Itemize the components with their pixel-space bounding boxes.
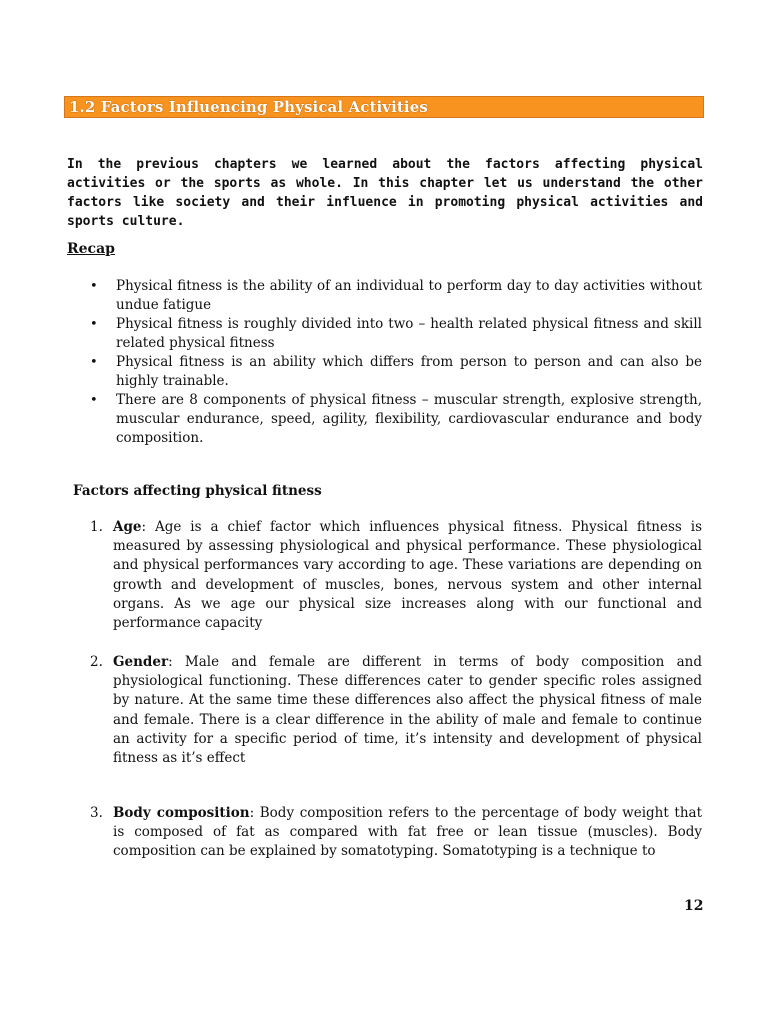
bullet-icon: • <box>90 355 98 370</box>
recap-item: • Physical fitness is roughly divided into two – health related physical fitness and skill related physical fitness <box>90 316 702 351</box>
recap-item: • Physical fitness is an ability which differs from person to person and can also be highly trainable. <box>90 354 702 389</box>
factor-age <box>90 518 702 633</box>
factor-term: Gender <box>113 654 169 670</box>
factor-term: Body composition <box>113 805 250 821</box>
factor-number: 1. <box>90 519 103 535</box>
factor-gender <box>90 653 702 768</box>
page-number: 12 <box>684 898 704 914</box>
recap-list <box>90 277 702 448</box>
recap-title: Recap <box>67 241 115 257</box>
factor-number: 2. <box>90 654 103 670</box>
factor-number: 3. <box>90 805 103 821</box>
factor-body-composition <box>90 804 702 862</box>
bullet-icon: • <box>90 393 98 408</box>
section-heading-bar <box>64 96 704 118</box>
factor-text: : Male and female are different in terms of body composition and physiological functioning. These differences cater to gender specific roles assigned by nature. At the same time these differences also affect the physical fitness of male and female. There is a clear difference in the ability of male and female to continue an activity for a specific period of time, it’s intensity and development of physical fitness as it’s effect <box>113 654 702 767</box>
factors-title: Factors affecting physical fitness <box>73 483 322 499</box>
section-heading: 1.2 Factors Influencing Physical Activities <box>69 98 428 116</box>
bullet-icon: • <box>90 279 98 294</box>
bullet-icon: • <box>90 317 98 332</box>
recap-item: • Physical fitness is the ability of an individual to perform day to day activities without undue fatigue <box>90 278 702 313</box>
recap-item: • There are 8 components of physical fitness – muscular strength, explosive strength, muscular endurance, speed, agility, flexibility, cardiovascular endurance and body composition. <box>90 392 702 446</box>
factor-text: : Body composition refers to the percentage of body weight that is composed of fat as compared with fat free or lean tissue (muscles). Body composition can be explained by somatotyping. Somatotyping is a technique to <box>113 805 702 860</box>
factor-term: Age <box>113 519 142 535</box>
intro-paragraph: In the previous chapters we learned about the factors affecting physical activities or the sports as whole. In this chapter let us understand the other factors like society and their influence in promoting physical activities and sports culture. <box>67 157 703 229</box>
factor-text: : Age is a chief factor which influences physical fitness. Physical fitness is measured by assessing physiological and physical performance. These physiological and physical performances vary according to age. These variations are depending on growth and development of muscles, bones, nervous system and other internal organs. As we age our physical size increases along with our functional and performance capacity <box>113 519 702 632</box>
